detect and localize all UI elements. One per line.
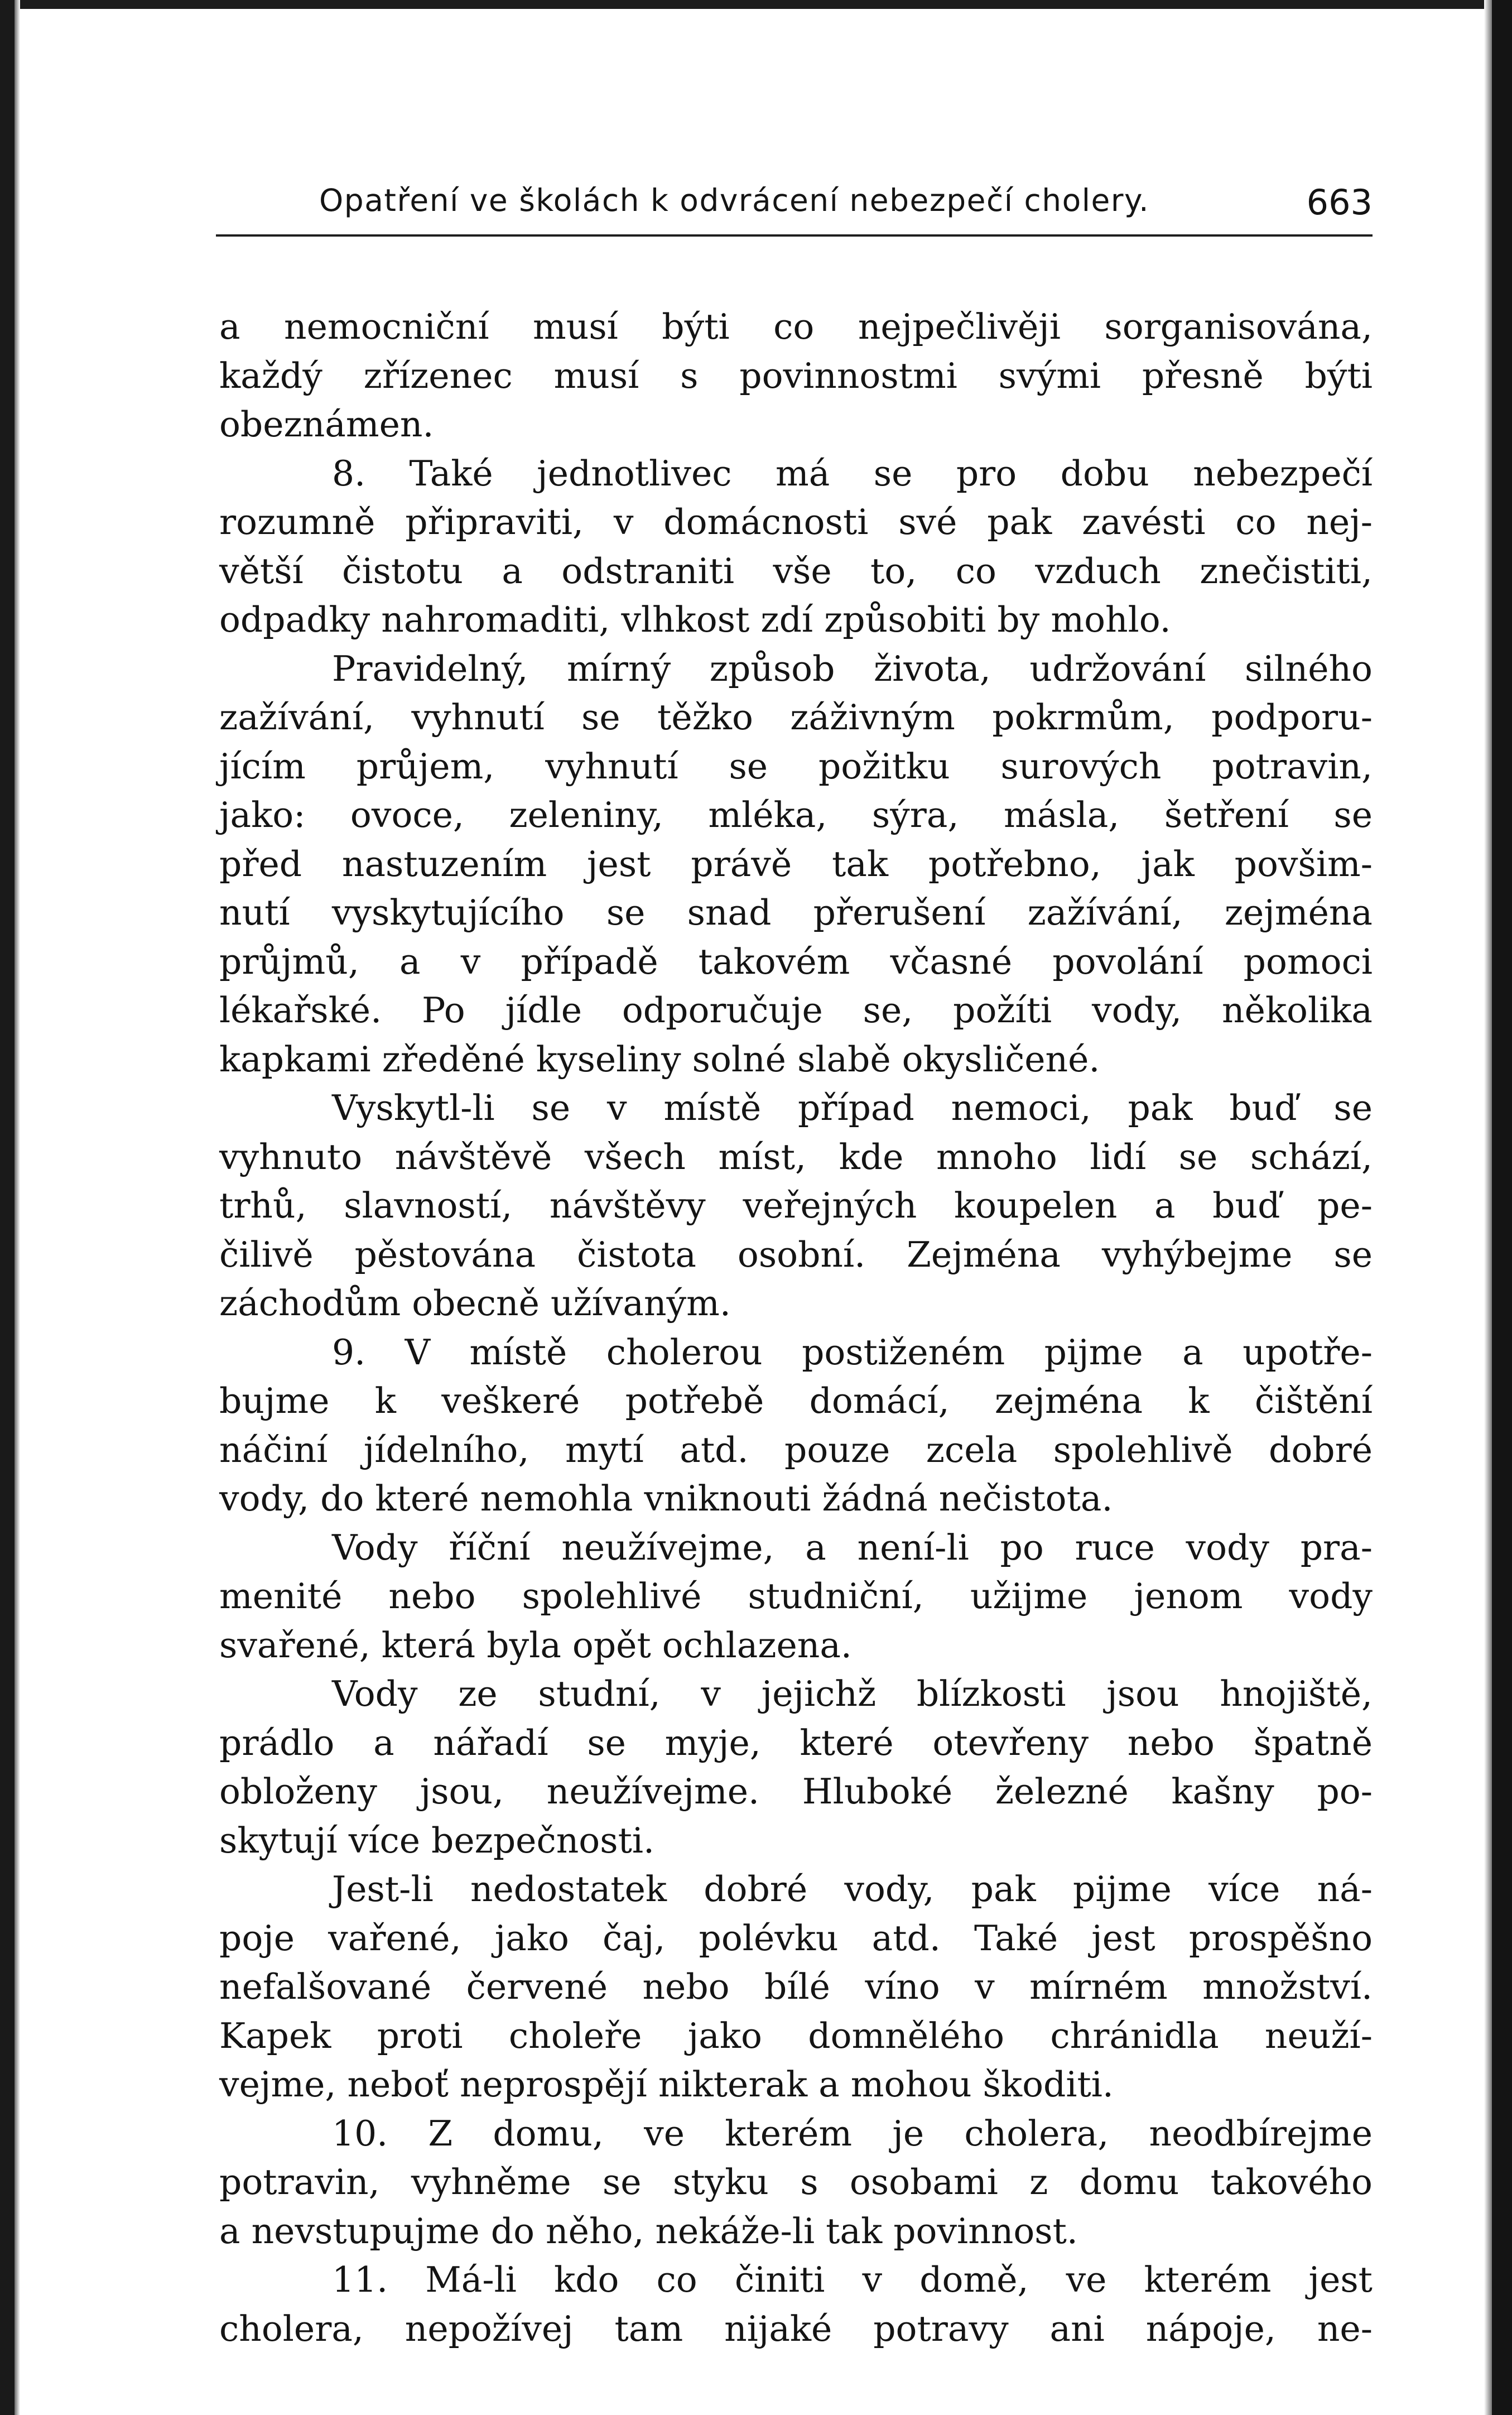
text-line: větší čistotu a odstraniti vše to, co vzduch znečistiti, <box>219 550 1373 591</box>
text-line: svařené, která byla opět ochlazena. <box>219 1624 852 1666</box>
page-header <box>319 180 1373 230</box>
text-line: každý zřízenec musí s povinnostmi svými přesně býti <box>219 355 1373 396</box>
text-line: vyhnuto návštěvě všech míst, kde mnoho lidí se schází, <box>219 1136 1373 1177</box>
text-line: 10. Z domu, ve kterém je cholera, neodbírejme <box>332 2113 1373 2154</box>
text-line: odpadky nahromaditi, vlhkost zdí způsobiti by mohlo. <box>219 599 1171 640</box>
text-line: 9. V místě cholerou postiženém pijme a upotře- <box>332 1331 1373 1373</box>
scan-edge-top <box>0 0 1512 9</box>
text-line: zažívání, vyhnutí se těžko záživným pokrmům, podporu- <box>219 697 1373 738</box>
text-line: před nastuzením jest právě tak potřebno, jak povšim- <box>219 843 1373 884</box>
header-rule <box>216 234 1373 237</box>
text-line: nutí vyskytujícího se snad přerušení zažívání, zejména <box>219 892 1373 933</box>
text-line: záchodům obecně užívaným. <box>219 1283 731 1324</box>
scan-edge-right <box>1492 0 1512 2415</box>
text-line: průjmů, a v případě takovém včasné povolání pomoci <box>219 941 1373 982</box>
text-line: potravin, vyhněme se styku s osobami z domu takového <box>219 2162 1373 2202</box>
scan-edge-right-shadow <box>1484 0 1492 2415</box>
running-title: Opatření ve školách k odvrácení nebezpečí cholery. <box>319 182 1150 218</box>
text-line: skytují více bezpečnosti. <box>219 1820 655 1861</box>
text-line: obloženy jsou, neužívejme. Hluboké železné kašny po- <box>219 1771 1373 1812</box>
text-line: kapkami zředěné kyseliny solné slabě okysličené. <box>219 1038 1100 1080</box>
text-line: Kapek proti choleře jako domnělého chránidla neuží- <box>219 2015 1373 2056</box>
text-line: Vyskytl-li se v místě případ nemoci, pak buď se <box>332 1088 1373 1128</box>
text-line: obeznámen. <box>219 404 434 445</box>
text-line: lékařské. Po jídle odporučuje se, požíti vody, několika <box>219 990 1373 1031</box>
text-line: a nevstupujme do něho, nekáže-li tak povinnost. <box>219 2210 1078 2252</box>
text-line: nefalšované červené nebo bílé víno v mírném množství. <box>219 1966 1373 2007</box>
page-number: 663 <box>1306 182 1373 223</box>
text-line: čilivě pěstována čistota osobní. Zejména vyhýbejme se <box>219 1234 1373 1275</box>
scan-edge-left <box>0 0 15 2415</box>
scan-edge-left-shadow <box>15 0 20 2415</box>
text-line: vody, do které nemohla vniknouti žádná nečistota. <box>219 1478 1113 1519</box>
text-line: Vody říční neužívejme, a není-li po ruce vody pra- <box>332 1527 1373 1568</box>
text-line: náčiní jídelního, mytí atd. pouze zcela spolehlivě dobré <box>219 1429 1373 1470</box>
text-line: 11. Má-li kdo co činiti v domě, ve kterém jest <box>332 2259 1373 2300</box>
text-line: vejme, neboť neprospějí nikterak a mohou škoditi. <box>219 2064 1114 2105</box>
body-text <box>219 302 1373 2353</box>
text-line: cholera, nepožívej tam nijaké potravy ani nápoje, ne- <box>219 2308 1373 2349</box>
text-line: Vody ze studní, v jejichž blízkosti jsou hnojiště, <box>332 1673 1373 1714</box>
text-line: jako: ovoce, zeleniny, mléka, sýra, másla, šetření se <box>219 795 1373 835</box>
text-line: 8. Také jednotlivec má se pro dobu nebezpečí <box>332 453 1373 494</box>
text-line: trhů, slavností, návštěvy veřejných koupelen a buď pe- <box>219 1185 1373 1226</box>
text-line: bujme k veškeré potřebě domácí, zejména k čištění <box>219 1380 1373 1421</box>
text-line: a nemocniční musí býti co nejpečlivěji sorganisována, <box>219 306 1373 347</box>
text-line: rozumně připraviti, v domácnosti své pak zavésti co nej- <box>219 502 1373 542</box>
text-line: poje vařené, jako čaj, polévku atd. Také jest prospěšno <box>219 1917 1373 1959</box>
text-line: jícím průjem, vyhnutí se požitku surových potravin, <box>219 745 1373 787</box>
text-line: menité nebo spolehlivé studniční, užijme jenom vody <box>219 1576 1373 1617</box>
text-line: Pravidelný, mírný způsob života, udržování silného <box>332 648 1373 689</box>
text-line: prádlo a nářadí se myje, které otevřeny nebo špatně <box>219 1722 1373 1763</box>
text-line: Jest-li nedostatek dobré vody, pak pijme více ná- <box>332 1869 1373 1909</box>
